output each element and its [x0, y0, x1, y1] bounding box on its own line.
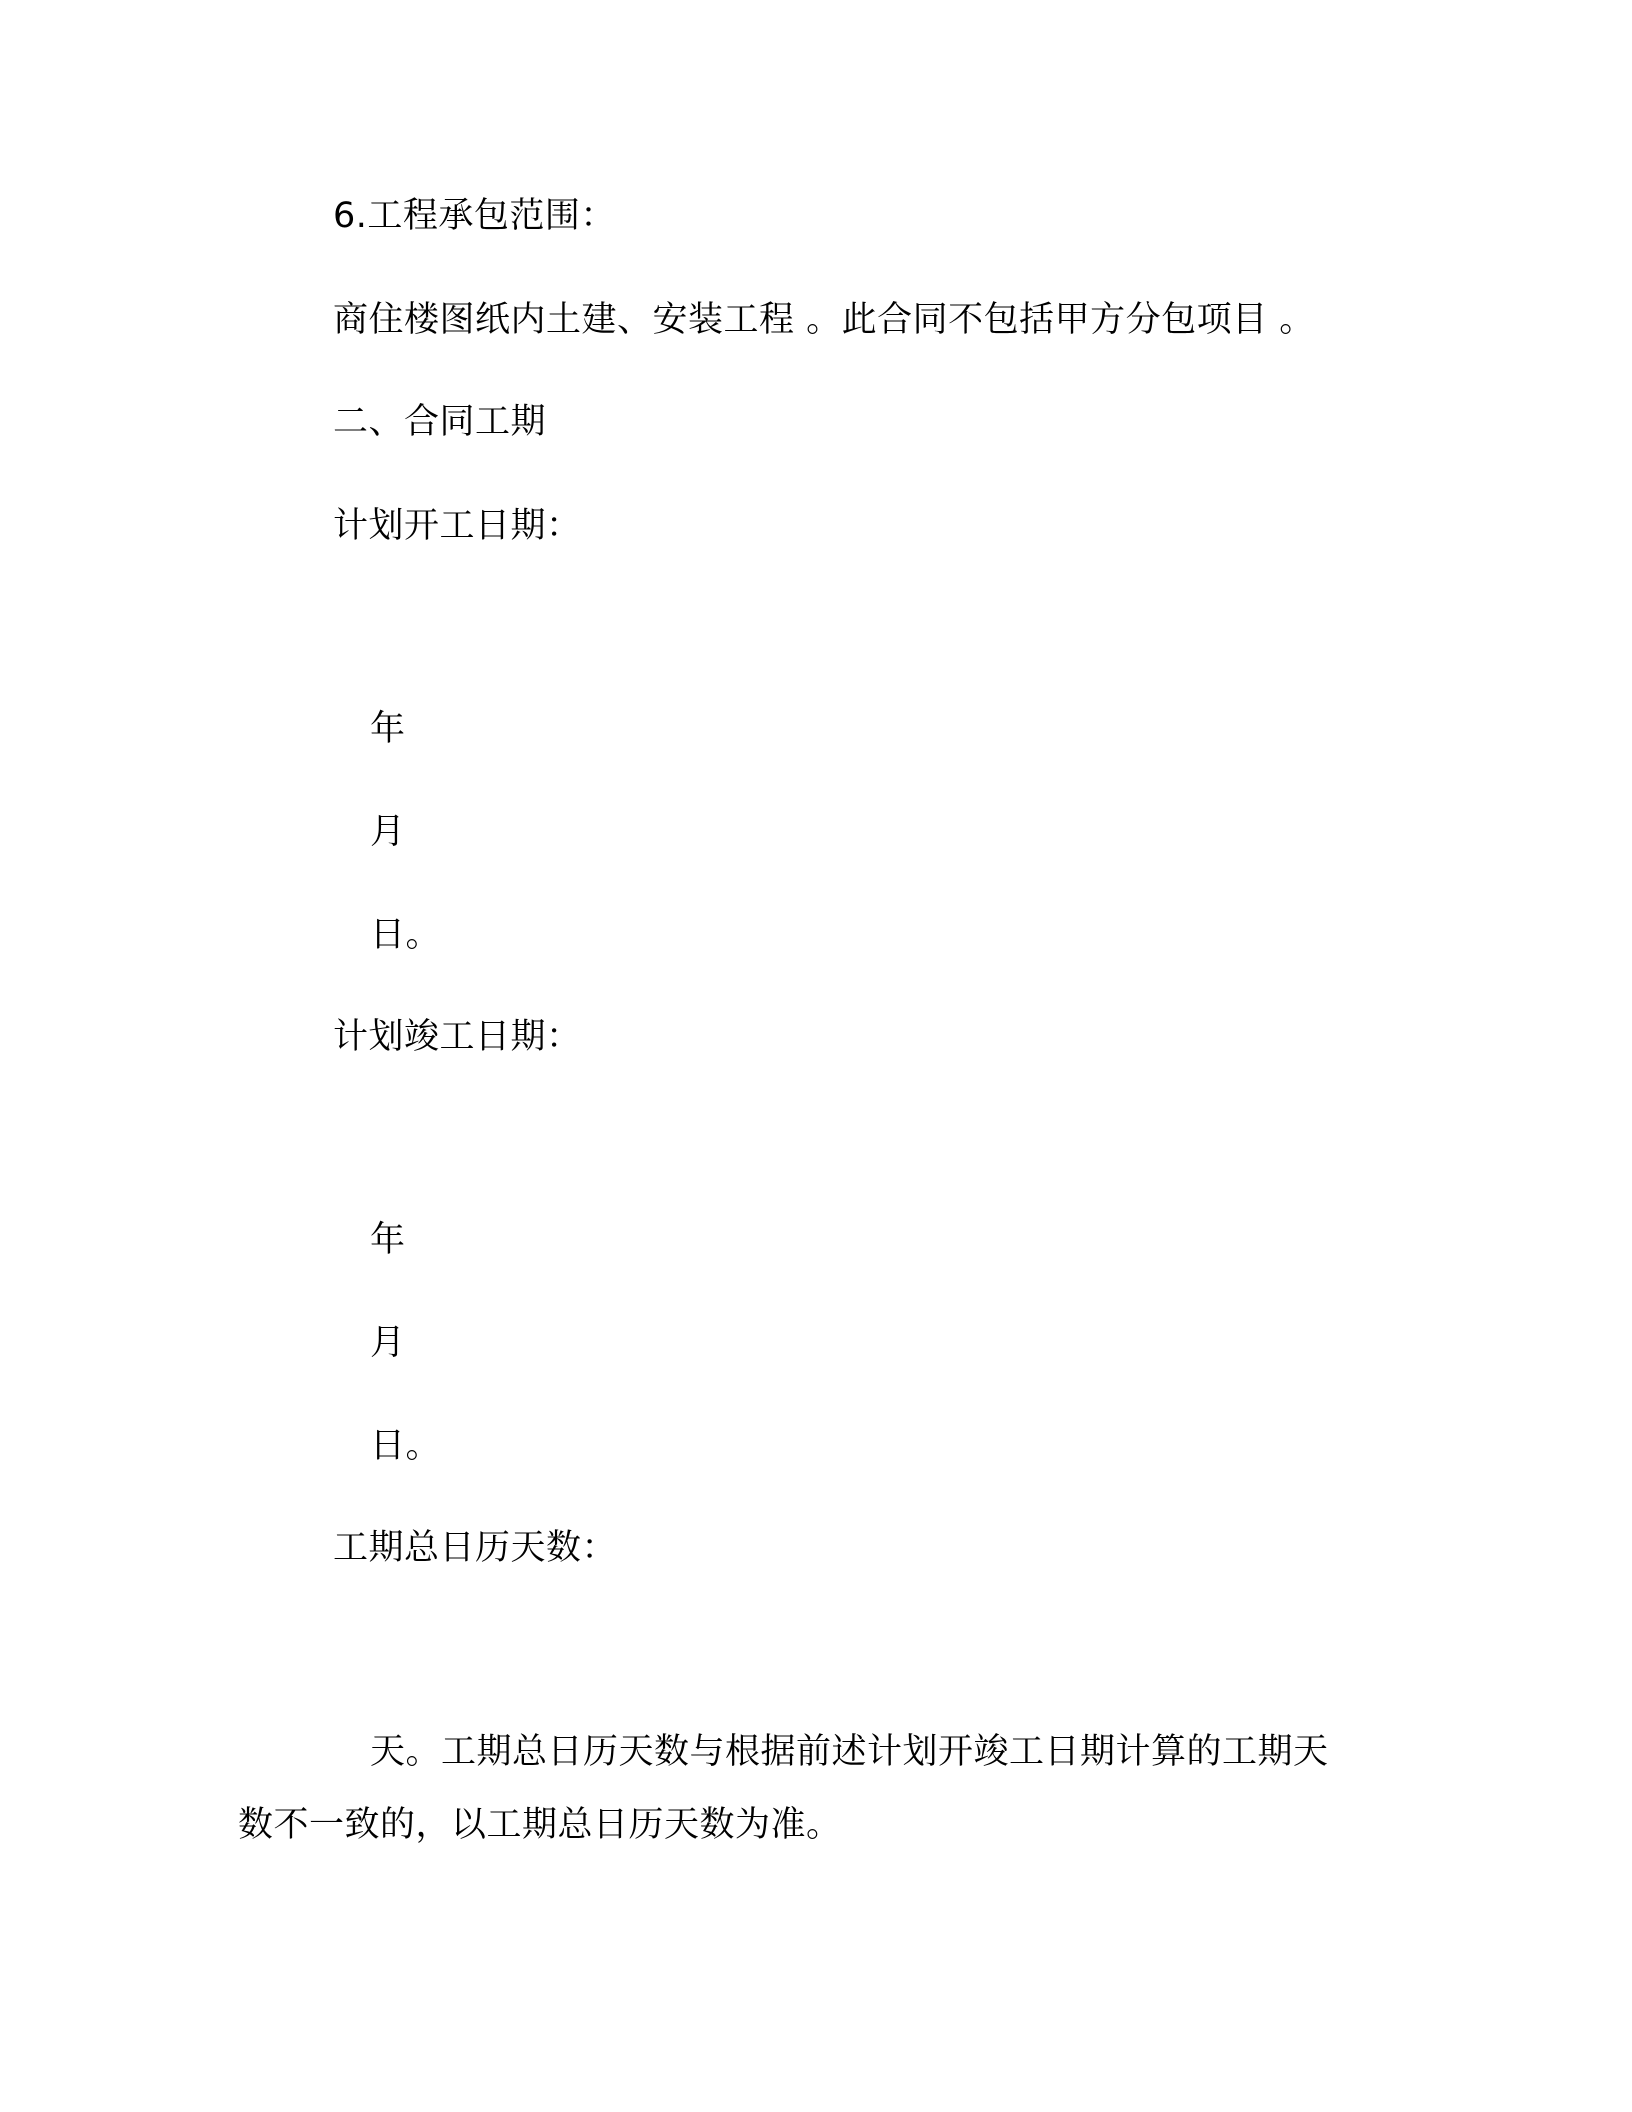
- section-6-body: 商住楼图纸内土建、安装工程 。此合同不包括甲方分包项目 。: [333, 300, 1315, 340]
- planned-completion-day: 日。: [370, 1426, 442, 1466]
- planned-start-month: 月: [370, 812, 406, 852]
- section-2-title: 二、合同工期: [333, 402, 547, 442]
- planned-start-year: 年: [370, 709, 406, 749]
- planned-completion-year: 年: [370, 1220, 406, 1260]
- total-days-note-line1: 天。工期总日历天数与根据前述计划开竣工日期计算的工期天: [370, 1732, 1329, 1772]
- total-days-label: 工期总日历天数：: [333, 1528, 618, 1568]
- planned-start-label: 计划开工日期：: [333, 506, 582, 546]
- total-days-note-line2: 数不一致的，以工期总日历天数为准。: [238, 1805, 842, 1845]
- section-6-title: 6.工程承包范围：: [333, 196, 616, 236]
- planned-start-day: 日。: [370, 915, 442, 955]
- planned-completion-month: 月: [370, 1323, 406, 1363]
- planned-completion-label: 计划竣工日期：: [333, 1017, 582, 1057]
